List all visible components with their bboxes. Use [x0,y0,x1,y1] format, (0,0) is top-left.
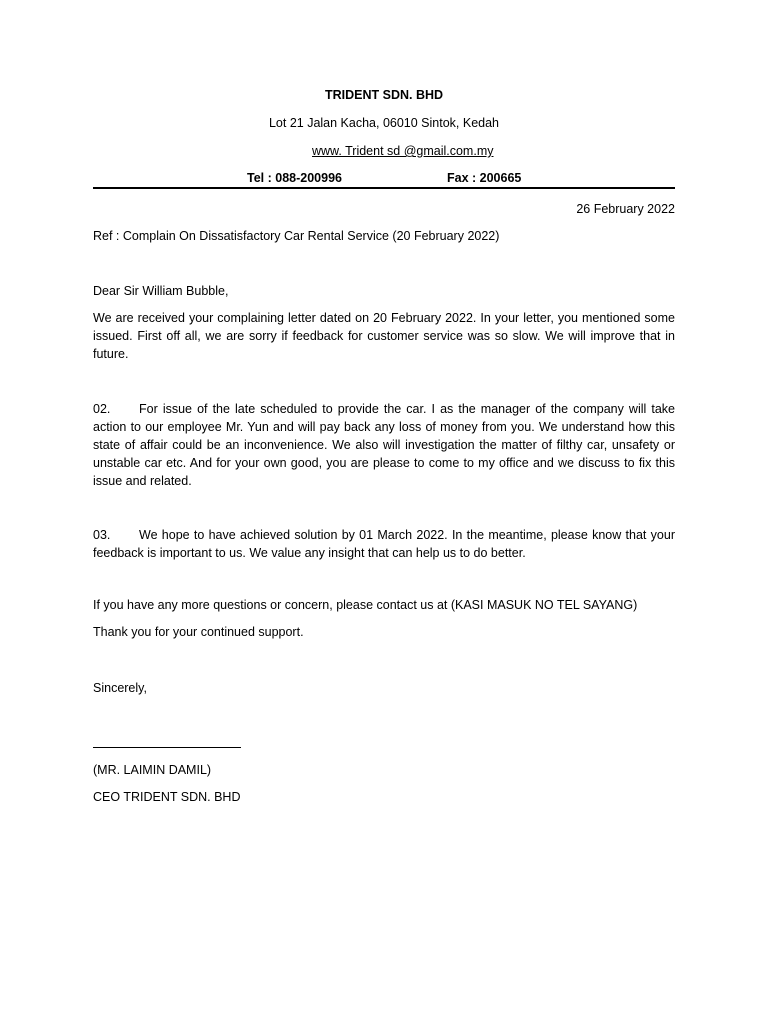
closing: Sincerely, [93,681,147,695]
signature-line [93,747,241,748]
company-name: TRIDENT SDN. BHD [324,88,444,102]
paragraph-number: 02. [93,402,111,416]
company-tel: Tel : 088-200996 [247,171,342,185]
body-paragraph-3 [93,526,675,562]
reference-line: Ref : Complain On Dissatisfactory Car Rental Service (20 February 2022) [93,229,500,243]
contact-line: If you have any more questions or concern, please contact us at (KASI MASUK NO TEL SAYANG) [93,598,638,612]
body-paragraph-2 [93,400,675,490]
letterhead-divider [93,187,675,189]
company-address: Lot 21 Jalan Kacha, 06010 Sintok, Kedah [268,116,500,130]
paragraph-text: We hope to have achieved solution by 01 March 2022. In the meantime, please know that your feedback is important to us. We value any insight that can help us to do better. [93,528,675,560]
signatory-name: (MR. LAIMIN DAMIL) [93,763,212,777]
company-website-link[interactable]: www. Trident sd @gmail.com.my [312,144,494,158]
signatory-title: CEO TRIDENT SDN. BHD [93,790,241,804]
body-paragraph-1: We are received your complaining letter dated on 20 February 2022. In your letter, you mentioned some issued. First off all, we are sorry if feedback for customer service was so slow. We will improve that in future. [93,311,675,361]
salutation: Dear Sir William Bubble, [93,284,229,298]
paragraph-number: 03. [93,528,111,542]
letter-date: 26 February 2022 [576,202,675,216]
company-fax: Fax : 200665 [447,171,522,185]
thanks-line: Thank you for your continued support. [93,625,304,639]
paragraph-text: For issue of the late scheduled to provide the car. I as the manager of the company will take action to our employee Mr. Yun and will pay back any loss of money from you. We understand how this state of affair could be an inconvenience. We also will investigation the matter of filthy car, unsafety or unstable car etc. And for your own good, you are please to come to my office and we discuss to fix this issue and related. [93,402,675,488]
